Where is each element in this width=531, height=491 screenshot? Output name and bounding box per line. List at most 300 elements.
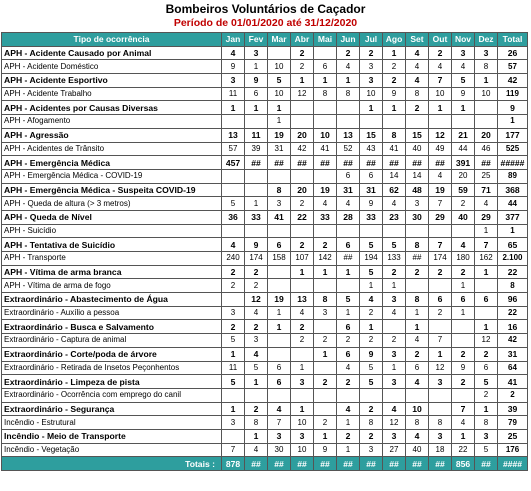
month-value-cell: 1 xyxy=(383,101,406,115)
month-value-cell: 10 xyxy=(268,87,291,101)
month-value-cell: 6 xyxy=(475,293,498,307)
table-row xyxy=(2,252,528,266)
month-value-cell xyxy=(268,347,291,361)
month-value-cell: 25 xyxy=(475,169,498,183)
totals-cell: ## xyxy=(360,457,383,471)
row-total-cell: 96 xyxy=(498,293,528,307)
month-value-cell xyxy=(429,115,452,129)
month-value-cell: 8 xyxy=(429,416,452,430)
totals-cell: ## xyxy=(291,457,314,471)
month-value-cell: 2 xyxy=(406,265,429,279)
occurrence-type-cell: Extraordinário - Auxílio a pessoa xyxy=(2,306,222,320)
month-value-cell: ## xyxy=(429,156,452,170)
table-row xyxy=(2,115,528,129)
occurrence-type-cell: Extraordinário - Captura de animal xyxy=(2,334,222,348)
month-value-cell: 4 xyxy=(360,293,383,307)
column-header: Jan xyxy=(222,33,245,47)
month-value-cell: 4 xyxy=(291,306,314,320)
month-value-cell: 3 xyxy=(245,46,268,60)
month-value-cell: 5 xyxy=(222,334,245,348)
month-value-cell: 10 xyxy=(475,87,498,101)
month-value-cell xyxy=(360,224,383,238)
month-value-cell: 3 xyxy=(222,416,245,430)
row-total-cell: 25 xyxy=(498,429,528,443)
month-value-cell xyxy=(429,224,452,238)
month-value-cell: 52 xyxy=(337,142,360,156)
month-value-cell: 4 xyxy=(429,60,452,74)
month-value-cell xyxy=(429,402,452,416)
month-value-cell: 3 xyxy=(406,197,429,211)
month-value-cell: 9 xyxy=(245,74,268,88)
month-value-cell: 3 xyxy=(222,306,245,320)
month-value-cell: 5 xyxy=(475,443,498,457)
month-value-cell: ## xyxy=(337,252,360,266)
row-total-cell: 2.100 xyxy=(498,252,528,266)
month-value-cell xyxy=(222,388,245,402)
column-header: Abr xyxy=(291,33,314,47)
month-value-cell xyxy=(452,388,475,402)
occurrence-type-cell: Extraordinário - Ocorrência com emprego do canil xyxy=(2,388,222,402)
month-value-cell xyxy=(429,279,452,293)
month-value-cell: 2 xyxy=(383,74,406,88)
month-value-cell: 4 xyxy=(383,197,406,211)
month-value-cell: 1 xyxy=(268,320,291,334)
month-value-cell: 8 xyxy=(475,416,498,430)
month-value-cell xyxy=(222,169,245,183)
occurrence-type-cell: Incêndio - Meio de Transporte xyxy=(2,429,222,443)
totals-cell: 878 xyxy=(222,457,245,471)
month-value-cell: 14 xyxy=(406,169,429,183)
month-value-cell: 240 xyxy=(222,252,245,266)
month-value-cell: 14 xyxy=(383,169,406,183)
table-row xyxy=(2,306,528,320)
month-value-cell: 8 xyxy=(406,238,429,252)
month-value-cell: 3 xyxy=(429,429,452,443)
month-value-cell: 4 xyxy=(245,347,268,361)
month-value-cell: 2 xyxy=(222,279,245,293)
month-value-cell xyxy=(245,224,268,238)
month-value-cell: 2 xyxy=(314,375,337,389)
month-value-cell: 6 xyxy=(337,238,360,252)
row-total-cell: 9 xyxy=(498,101,528,115)
row-total-cell: 22 xyxy=(498,265,528,279)
row-total-cell: 1 xyxy=(498,224,528,238)
month-value-cell xyxy=(268,334,291,348)
month-value-cell: 8 xyxy=(360,416,383,430)
table-row xyxy=(2,347,528,361)
month-value-cell: 31 xyxy=(360,183,383,197)
month-value-cell: 2 xyxy=(337,334,360,348)
month-value-cell: 1 xyxy=(452,306,475,320)
occurrence-type-cell: APH - Afogamento xyxy=(2,115,222,129)
month-value-cell: 8 xyxy=(406,416,429,430)
month-value-cell: 3 xyxy=(383,429,406,443)
month-value-cell: 7 xyxy=(475,238,498,252)
row-total-cell: 42 xyxy=(498,334,528,348)
month-value-cell: 1 xyxy=(429,101,452,115)
month-value-cell: 2 xyxy=(360,46,383,60)
month-value-cell xyxy=(360,388,383,402)
month-value-cell: 1 xyxy=(314,429,337,443)
column-header: Jun xyxy=(337,33,360,47)
occurrence-type-cell: Extraordinário - Limpeza de pista xyxy=(2,375,222,389)
month-value-cell: 6 xyxy=(475,361,498,375)
table-row xyxy=(2,279,528,293)
month-value-cell: 49 xyxy=(429,142,452,156)
month-value-cell: 1 xyxy=(429,347,452,361)
month-value-cell: 3 xyxy=(268,429,291,443)
month-value-cell: 1 xyxy=(475,265,498,279)
month-value-cell: 8 xyxy=(406,293,429,307)
month-value-cell: 4 xyxy=(406,46,429,60)
month-value-cell: 1 xyxy=(360,279,383,293)
table-row xyxy=(2,443,528,457)
month-value-cell: 174 xyxy=(429,252,452,266)
month-value-cell: 2 xyxy=(360,334,383,348)
month-value-cell: 4 xyxy=(475,197,498,211)
occurrence-type-cell: Extraordinário - Abastecimento de Água xyxy=(2,293,222,307)
month-value-cell xyxy=(268,265,291,279)
month-value-cell: 2 xyxy=(406,347,429,361)
month-value-cell: 2 xyxy=(245,402,268,416)
month-value-cell: 10 xyxy=(314,128,337,142)
month-value-cell xyxy=(337,388,360,402)
table-row xyxy=(2,293,528,307)
row-total-cell: 176 xyxy=(498,443,528,457)
month-value-cell: 33 xyxy=(360,210,383,224)
occurrence-type-cell: APH - Emergência Médica xyxy=(2,156,222,170)
month-value-cell: 20 xyxy=(475,128,498,142)
month-value-cell: 9 xyxy=(452,361,475,375)
month-value-cell: 1 xyxy=(291,265,314,279)
totals-cell: ## xyxy=(245,457,268,471)
month-value-cell: 133 xyxy=(383,252,406,266)
month-value-cell: 1 xyxy=(475,224,498,238)
month-value-cell xyxy=(475,306,498,320)
month-value-cell: 4 xyxy=(406,334,429,348)
occurrence-type-cell: APH - Acidente Esportivo xyxy=(2,74,222,88)
month-value-cell xyxy=(245,388,268,402)
month-value-cell xyxy=(360,115,383,129)
month-value-cell: 1 xyxy=(406,320,429,334)
month-value-cell: 5 xyxy=(360,361,383,375)
month-value-cell: 4 xyxy=(337,361,360,375)
month-value-cell xyxy=(475,101,498,115)
totals-cell: ## xyxy=(406,457,429,471)
month-value-cell: 3 xyxy=(245,334,268,348)
row-total-cell: 525 xyxy=(498,142,528,156)
table-body xyxy=(2,46,528,457)
month-value-cell: 1 xyxy=(222,402,245,416)
month-value-cell: 2 xyxy=(360,429,383,443)
month-value-cell: 1 xyxy=(452,101,475,115)
month-value-cell: 7 xyxy=(429,334,452,348)
month-value-cell: 22 xyxy=(291,210,314,224)
month-value-cell: 174 xyxy=(245,252,268,266)
month-value-cell: 3 xyxy=(360,60,383,74)
month-value-cell xyxy=(314,169,337,183)
month-value-cell: 11 xyxy=(222,87,245,101)
month-value-cell: 6 xyxy=(268,238,291,252)
month-value-cell: 9 xyxy=(222,60,245,74)
table-header-row xyxy=(2,33,528,47)
month-value-cell xyxy=(291,224,314,238)
month-value-cell xyxy=(406,388,429,402)
month-value-cell: 1 xyxy=(314,74,337,88)
month-value-cell xyxy=(406,279,429,293)
occurrence-type-cell: APH - Tentativa de Suicídio xyxy=(2,238,222,252)
month-value-cell: 4 xyxy=(406,375,429,389)
month-value-cell: 1 xyxy=(291,402,314,416)
month-value-cell: 8 xyxy=(475,60,498,74)
month-value-cell xyxy=(452,320,475,334)
month-value-cell: 12 xyxy=(475,334,498,348)
month-value-cell xyxy=(291,169,314,183)
month-value-cell xyxy=(291,388,314,402)
month-value-cell xyxy=(406,115,429,129)
month-value-cell: 46 xyxy=(475,142,498,156)
month-value-cell: 6 xyxy=(268,361,291,375)
table-row xyxy=(2,402,528,416)
month-value-cell: 2 xyxy=(291,197,314,211)
month-value-cell: 5 xyxy=(360,265,383,279)
month-value-cell: 23 xyxy=(383,210,406,224)
month-value-cell: 457 xyxy=(222,156,245,170)
month-value-cell: 2 xyxy=(337,429,360,443)
month-value-cell: 2 xyxy=(475,388,498,402)
month-value-cell: 18 xyxy=(429,443,452,457)
month-value-cell: 4 xyxy=(406,60,429,74)
month-value-cell: 12 xyxy=(429,128,452,142)
month-value-cell: 4 xyxy=(406,74,429,88)
month-value-cell: 4 xyxy=(406,429,429,443)
month-value-cell: 8 xyxy=(337,87,360,101)
occurrence-type-cell: APH - Emergência Médica - COVID-19 xyxy=(2,169,222,183)
month-value-cell: 31 xyxy=(268,142,291,156)
month-value-cell xyxy=(268,224,291,238)
month-value-cell: 6 xyxy=(337,320,360,334)
month-value-cell: 15 xyxy=(360,128,383,142)
month-value-cell: 1 xyxy=(314,347,337,361)
row-total-cell: 119 xyxy=(498,87,528,101)
month-value-cell: 7 xyxy=(452,402,475,416)
month-value-cell: 5 xyxy=(222,197,245,211)
month-value-cell: 2 xyxy=(383,334,406,348)
column-header: Set xyxy=(406,33,429,47)
month-value-cell: 1 xyxy=(337,306,360,320)
month-value-cell xyxy=(314,279,337,293)
month-value-cell: 1 xyxy=(475,320,498,334)
month-value-cell xyxy=(429,388,452,402)
month-value-cell xyxy=(245,169,268,183)
month-value-cell xyxy=(429,320,452,334)
column-header: Dez xyxy=(475,33,498,47)
month-value-cell: 10 xyxy=(429,87,452,101)
occurrence-type-cell: APH - Vítima de arma de fogo xyxy=(2,279,222,293)
month-value-cell: 6 xyxy=(406,361,429,375)
column-header: Mar xyxy=(268,33,291,47)
month-value-cell: 29 xyxy=(429,210,452,224)
month-value-cell xyxy=(291,279,314,293)
month-value-cell: 4 xyxy=(314,197,337,211)
month-value-cell: 3 xyxy=(314,306,337,320)
month-value-cell: 12 xyxy=(245,293,268,307)
month-value-cell: 1 xyxy=(291,74,314,88)
month-value-cell xyxy=(268,169,291,183)
column-header: Tipo de ocorrência xyxy=(2,33,222,47)
column-header: Jul xyxy=(360,33,383,47)
occurrence-type-cell: APH - Queda de Nível xyxy=(2,210,222,224)
month-value-cell: 6 xyxy=(429,293,452,307)
row-total-cell: ##### xyxy=(498,156,528,170)
month-value-cell xyxy=(291,101,314,115)
month-value-cell xyxy=(337,115,360,129)
month-value-cell xyxy=(314,320,337,334)
month-value-cell: 2 xyxy=(429,306,452,320)
column-header: Nov xyxy=(452,33,475,47)
month-value-cell: 2 xyxy=(475,347,498,361)
occurrence-type-cell: APH - Acidente Doméstico xyxy=(2,60,222,74)
month-value-cell: 391 xyxy=(452,156,475,170)
month-value-cell: 5 xyxy=(475,375,498,389)
totals-label: Totais : xyxy=(2,457,222,471)
month-value-cell xyxy=(268,279,291,293)
month-value-cell xyxy=(383,115,406,129)
report-title: Bombeiros Voluntários de Caçador xyxy=(165,2,366,16)
month-value-cell: 8 xyxy=(314,293,337,307)
month-value-cell: 6 xyxy=(337,169,360,183)
month-value-cell: 1 xyxy=(452,429,475,443)
month-value-cell xyxy=(337,224,360,238)
month-value-cell: 1 xyxy=(268,101,291,115)
month-value-cell: ## xyxy=(360,156,383,170)
month-value-cell: 5 xyxy=(383,238,406,252)
month-value-cell: 13 xyxy=(222,128,245,142)
occurrence-type-cell: APH - Transporte xyxy=(2,252,222,266)
month-value-cell xyxy=(245,115,268,129)
month-value-cell: 1 xyxy=(268,115,291,129)
row-total-cell: 31 xyxy=(498,347,528,361)
month-value-cell: 12 xyxy=(429,361,452,375)
month-value-cell: 10 xyxy=(291,416,314,430)
month-value-cell: 41 xyxy=(268,210,291,224)
month-value-cell: 2 xyxy=(452,347,475,361)
month-value-cell: 19 xyxy=(314,183,337,197)
month-value-cell: ## xyxy=(291,156,314,170)
table-row xyxy=(2,156,528,170)
month-value-cell xyxy=(245,183,268,197)
row-total-cell: 22 xyxy=(498,306,528,320)
occurrence-type-cell: Incêndio - Estrutural xyxy=(2,416,222,430)
row-total-cell: 26 xyxy=(498,46,528,60)
occurrence-type-cell: APH - Acidente Causado por Animal xyxy=(2,46,222,60)
month-value-cell: 8 xyxy=(406,87,429,101)
month-value-cell: ## xyxy=(268,156,291,170)
month-value-cell: 1 xyxy=(245,197,268,211)
totals-cell: 856 xyxy=(452,457,475,471)
column-header: Mai xyxy=(314,33,337,47)
month-value-cell: ## xyxy=(475,156,498,170)
month-value-cell: 2 xyxy=(452,375,475,389)
month-value-cell: 7 xyxy=(429,74,452,88)
table-row xyxy=(2,197,528,211)
month-value-cell: 2 xyxy=(383,265,406,279)
month-value-cell: 11 xyxy=(245,128,268,142)
month-value-cell: 5 xyxy=(222,375,245,389)
month-value-cell xyxy=(291,347,314,361)
month-value-cell: 22 xyxy=(452,443,475,457)
totals-cell: ## xyxy=(429,457,452,471)
month-value-cell: 2 xyxy=(452,265,475,279)
month-value-cell: 194 xyxy=(360,252,383,266)
table-row xyxy=(2,128,528,142)
month-value-cell: 4 xyxy=(452,416,475,430)
month-value-cell: 1 xyxy=(475,74,498,88)
month-value-cell: 2 xyxy=(337,375,360,389)
month-value-cell: 4 xyxy=(429,169,452,183)
month-value-cell: 2 xyxy=(383,60,406,74)
month-value-cell: 2 xyxy=(291,238,314,252)
table-row xyxy=(2,361,528,375)
table-row xyxy=(2,429,528,443)
row-total-cell: 44 xyxy=(498,197,528,211)
month-value-cell xyxy=(222,224,245,238)
table-row xyxy=(2,375,528,389)
row-total-cell: 16 xyxy=(498,320,528,334)
month-value-cell: 40 xyxy=(452,210,475,224)
month-value-cell: 4 xyxy=(383,306,406,320)
column-header: Total xyxy=(498,33,528,47)
month-value-cell: 48 xyxy=(406,183,429,197)
month-value-cell: 2 xyxy=(245,265,268,279)
table-row xyxy=(2,224,528,238)
row-total-cell: 64 xyxy=(498,361,528,375)
month-value-cell: 1 xyxy=(291,361,314,375)
month-value-cell: 3 xyxy=(429,375,452,389)
month-value-cell xyxy=(337,101,360,115)
month-value-cell: 5 xyxy=(360,375,383,389)
occurrence-type-cell: APH - Emergência Médica - Suspeita COVID-19 xyxy=(2,183,222,197)
table-row xyxy=(2,416,528,430)
month-value-cell: 8 xyxy=(245,416,268,430)
month-value-cell: 2 xyxy=(429,265,452,279)
totals-cell: #### xyxy=(498,457,528,471)
row-total-cell: 377 xyxy=(498,210,528,224)
month-value-cell: 20 xyxy=(291,183,314,197)
month-value-cell xyxy=(314,101,337,115)
month-value-cell: 158 xyxy=(268,252,291,266)
table-row xyxy=(2,265,528,279)
month-value-cell: 2 xyxy=(245,279,268,293)
month-value-cell: 3 xyxy=(268,197,291,211)
month-value-cell: 9 xyxy=(245,238,268,252)
month-value-cell: 15 xyxy=(406,128,429,142)
month-value-cell: 8 xyxy=(314,87,337,101)
totals-cell: ## xyxy=(337,457,360,471)
month-value-cell: 107 xyxy=(291,252,314,266)
month-value-cell: 12 xyxy=(291,87,314,101)
month-value-cell: 41 xyxy=(314,142,337,156)
month-value-cell: 1 xyxy=(245,60,268,74)
totals-row xyxy=(2,457,528,471)
month-value-cell xyxy=(314,46,337,60)
month-value-cell: 1 xyxy=(406,306,429,320)
month-value-cell: 19 xyxy=(429,183,452,197)
month-value-cell: 19 xyxy=(268,293,291,307)
month-value-cell: 10 xyxy=(268,60,291,74)
month-value-cell: 4 xyxy=(452,60,475,74)
month-value-cell: 1 xyxy=(360,320,383,334)
